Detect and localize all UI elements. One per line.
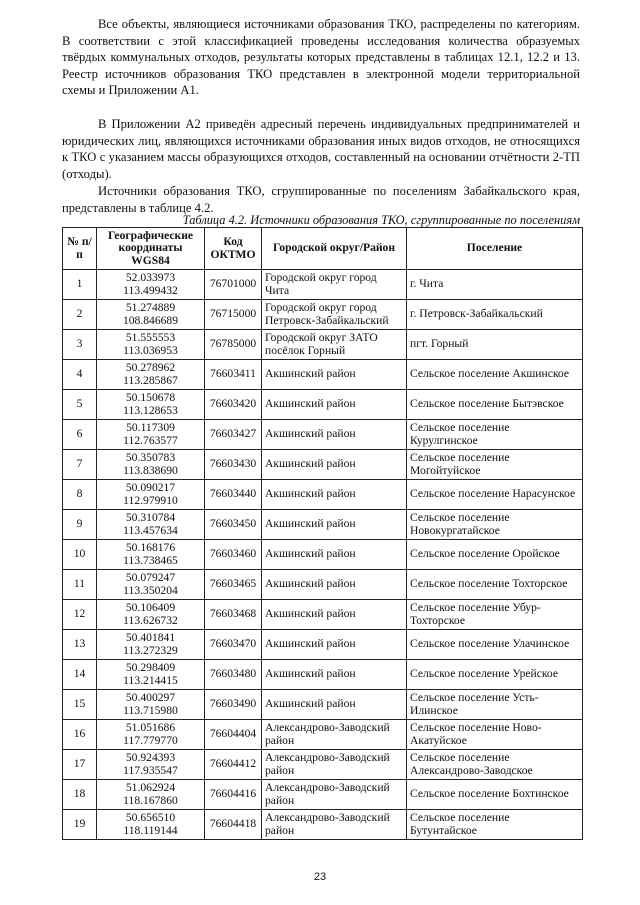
table-row [63,780,583,810]
cell-longitude: 108.846689 [122,313,179,327]
table-row [63,720,583,750]
header-district: Городской округ/Район [262,228,407,270]
table-header-row [63,228,583,270]
cell-settlement: Сельское поселение Акшинское [407,360,583,390]
cell-longitude: 113.457634 [123,523,178,537]
cell-latitude: 50.310784 [125,510,176,524]
cell-longitude: 112.763577 [123,433,178,447]
table-row [63,660,583,690]
cell-settlement: Сельское поселение Могойтуйское [407,450,583,480]
cell-settlement: г. Петровск-Забайкальский [407,300,583,330]
cell-oktmo: 76603420 [205,390,262,420]
cell-coords [97,660,205,690]
cell-coords [97,360,205,390]
header-num: № п/п [63,228,97,270]
cell-num: 15 [63,690,97,720]
cell-coords [97,330,205,360]
cell-district: Акшинский район [262,420,407,450]
table-row [63,510,583,540]
cell-latitude: 51.051686 [125,720,176,734]
table-row [63,810,583,840]
cell-num: 5 [63,390,97,420]
table-row [63,480,583,510]
cell-num: 7 [63,450,97,480]
cell-district: Александрово-Заводский район [262,780,407,810]
cell-latitude: 52.033973 [125,270,176,284]
header-settlement: Поселение [407,228,583,270]
cell-num: 11 [63,570,97,600]
cell-coords [97,300,205,330]
table-row [63,270,583,300]
table-row [63,300,583,330]
cell-coords [97,630,205,660]
cell-longitude: 113.499432 [123,283,178,297]
table-row [63,690,583,720]
cell-settlement: Сельское поселение Улачинское [407,630,583,660]
cell-oktmo: 76603468 [205,600,262,630]
cell-latitude: 51.274889 [125,300,176,314]
cell-coords [97,420,205,450]
cell-district: Акшинский район [262,510,407,540]
cell-district: Акшинский район [262,360,407,390]
cell-num: 16 [63,720,97,750]
cell-coords [97,510,205,540]
cell-oktmo: 76715000 [205,300,262,330]
cell-coords [97,720,205,750]
cell-latitude: 51.062924 [125,780,176,794]
cell-longitude: 118.167860 [123,793,178,807]
cell-coords [97,390,205,420]
cell-longitude: 113.214415 [123,673,178,687]
cell-num: 9 [63,510,97,540]
cell-coords [97,750,205,780]
cell-longitude: 113.626732 [123,613,178,627]
table-row [63,450,583,480]
cell-settlement: Сельское поселение Курулгинское [407,420,583,450]
paragraph-appendix-a2: В Приложении А2 приведён адресный перечень индивидуальных предпринимателей и юридических лиц, являющихся источниками образования иных видов отходов, не относящихся к ТКО с указанием массы образующихся отходов, составленный на основании отчётности 2-ТП (отходы). [62,117,580,181]
cell-coords [97,450,205,480]
cell-num: 1 [63,270,97,300]
cell-longitude: 113.036953 [123,343,178,357]
cell-settlement: Сельское поселение Усть-Илинское [407,690,583,720]
cell-oktmo: 76603430 [205,450,262,480]
cell-num: 12 [63,600,97,630]
table-body [63,270,583,840]
cell-num: 2 [63,300,97,330]
header-coords: Географические координаты WGS84 [97,228,205,270]
table-row [63,360,583,390]
cell-oktmo: 76603490 [205,690,262,720]
cell-settlement: Сельское поселение Убур-Тохторское [407,600,583,630]
cell-latitude: 50.278962 [125,360,176,374]
cell-settlement: Сельское поселение Оройское [407,540,583,570]
cell-num: 14 [63,660,97,690]
cell-district: Акшинский район [262,690,407,720]
cell-district: Акшинский район [262,480,407,510]
cell-num: 8 [63,480,97,510]
cell-settlement: Сельское поселение Новокургатайское [407,510,583,540]
cell-latitude: 50.117309 [126,420,175,434]
cell-oktmo: 76603460 [205,540,262,570]
cell-oktmo: 76603470 [205,630,262,660]
cell-district: Акшинский район [262,630,407,660]
cell-longitude: 113.272329 [123,643,178,657]
cell-settlement: Сельское поселение Александрово-Заводское [407,750,583,780]
cell-settlement: Сельское поселение Бытэвское [407,390,583,420]
cell-oktmo: 76603465 [205,570,262,600]
cell-district: Александрово-Заводский район [262,720,407,750]
cell-coords [97,690,205,720]
cell-latitude: 50.150678 [125,390,176,404]
cell-longitude: 113.715980 [123,703,178,717]
cell-longitude: 113.738465 [123,553,178,567]
cell-district: Акшинский район [262,660,407,690]
cell-num: 4 [63,360,97,390]
table-row [63,750,583,780]
cell-oktmo: 76603450 [205,510,262,540]
cell-settlement: г. Чита [407,270,583,300]
cell-longitude: 117.935547 [123,763,178,777]
cell-settlement: пгт. Горный [407,330,583,360]
cell-settlement: Сельское поселение Бутунтайское [407,810,583,840]
cell-district: Акшинский район [262,540,407,570]
cell-longitude: 113.128653 [123,403,178,417]
cell-num: 18 [63,780,97,810]
cell-district: Акшинский район [262,390,407,420]
cell-coords [97,270,205,300]
cell-longitude: 113.838690 [123,463,178,477]
cell-oktmo: 76603440 [205,480,262,510]
table-row [63,330,583,360]
cell-longitude: 112.979910 [123,493,178,507]
cell-oktmo: 76603411 [205,360,262,390]
table-row [63,390,583,420]
cell-longitude: 113.350204 [123,583,178,597]
cell-num: 13 [63,630,97,660]
cell-latitude: 50.106409 [125,600,176,614]
cell-settlement: Сельское поселение Нарасунское [407,480,583,510]
paragraph-categories: Все объекты, являющиеся источниками образования ТКО, распределены по категориям. В соответствии с этой классификацией проведены исследования количества образуемых твёрдых коммунальных отходов, результаты которых представлены в таблицах 12.1, 12.2 и 13. Реестр источников образования ТКО представлен в электронной модели территориальной схемы и Приложении А1. [62,17,580,98]
table-caption: Таблица 4.2. Источники образования ТКО, сгруппированные по поселениям [182,213,580,227]
cell-settlement: Сельское поселение Бохтинское [407,780,583,810]
cell-oktmo: 76604404 [205,720,262,750]
sources-table [62,227,583,840]
cell-oktmo: 76603427 [205,420,262,450]
cell-num: 19 [63,810,97,840]
paragraph-table-intro: Источники образования ТКО, сгруппированные по поселениям Забайкальского края, представлены в таблице 4.2. [62,184,580,215]
cell-oktmo: 76604418 [205,810,262,840]
cell-latitude: 50.090217 [125,480,176,494]
cell-settlement: Сельское поселение Урейское [407,660,583,690]
cell-district: Акшинский район [262,600,407,630]
table-row [63,540,583,570]
cell-latitude: 50.298409 [125,660,176,674]
cell-latitude: 50.656510 [125,810,176,824]
cell-num: 10 [63,540,97,570]
cell-district: Акшинский район [262,450,407,480]
cell-num: 6 [63,420,97,450]
cell-district: Городской округ город Петровск-Забайкальский [262,300,407,330]
cell-num: 17 [63,750,97,780]
cell-district: Акшинский район [262,570,407,600]
cell-district: Александрово-Заводский район [262,750,407,780]
cell-num: 3 [63,330,97,360]
cell-coords [97,570,205,600]
cell-latitude: 50.079247 [125,570,176,584]
cell-coords [97,810,205,840]
page-number: 23 [313,871,327,883]
cell-oktmo: 76603480 [205,660,262,690]
cell-coords [97,600,205,630]
cell-latitude: 50.400297 [125,690,176,704]
cell-latitude: 51.555553 [125,330,176,344]
cell-settlement: Сельское поселение Ново-Акатуйское [407,720,583,750]
cell-district: Городской округ ЗАТО посёлок Горный [262,330,407,360]
cell-latitude: 50.168176 [125,540,176,554]
table-row [63,570,583,600]
header-oktmo: Код ОКТМО [205,228,262,270]
table-row [63,600,583,630]
cell-district: Городской округ город Чита [262,270,407,300]
cell-latitude: 50.924393 [125,750,176,764]
table-row [63,630,583,660]
cell-settlement: Сельское поселение Тохторское [407,570,583,600]
cell-coords [97,480,205,510]
cell-coords [97,540,205,570]
cell-coords [97,780,205,810]
cell-oktmo: 76785000 [205,330,262,360]
cell-longitude: 118.119144 [123,823,178,837]
cell-oktmo: 76604412 [205,750,262,780]
cell-longitude: 117.779770 [123,733,178,747]
cell-oktmo: 76604416 [205,780,262,810]
cell-district: Александрово-Заводский район [262,810,407,840]
cell-latitude: 50.350783 [125,450,176,464]
cell-latitude: 50.401841 [125,630,176,644]
cell-longitude: 113.285867 [123,373,178,387]
table-row [63,420,583,450]
cell-oktmo: 76701000 [205,270,262,300]
